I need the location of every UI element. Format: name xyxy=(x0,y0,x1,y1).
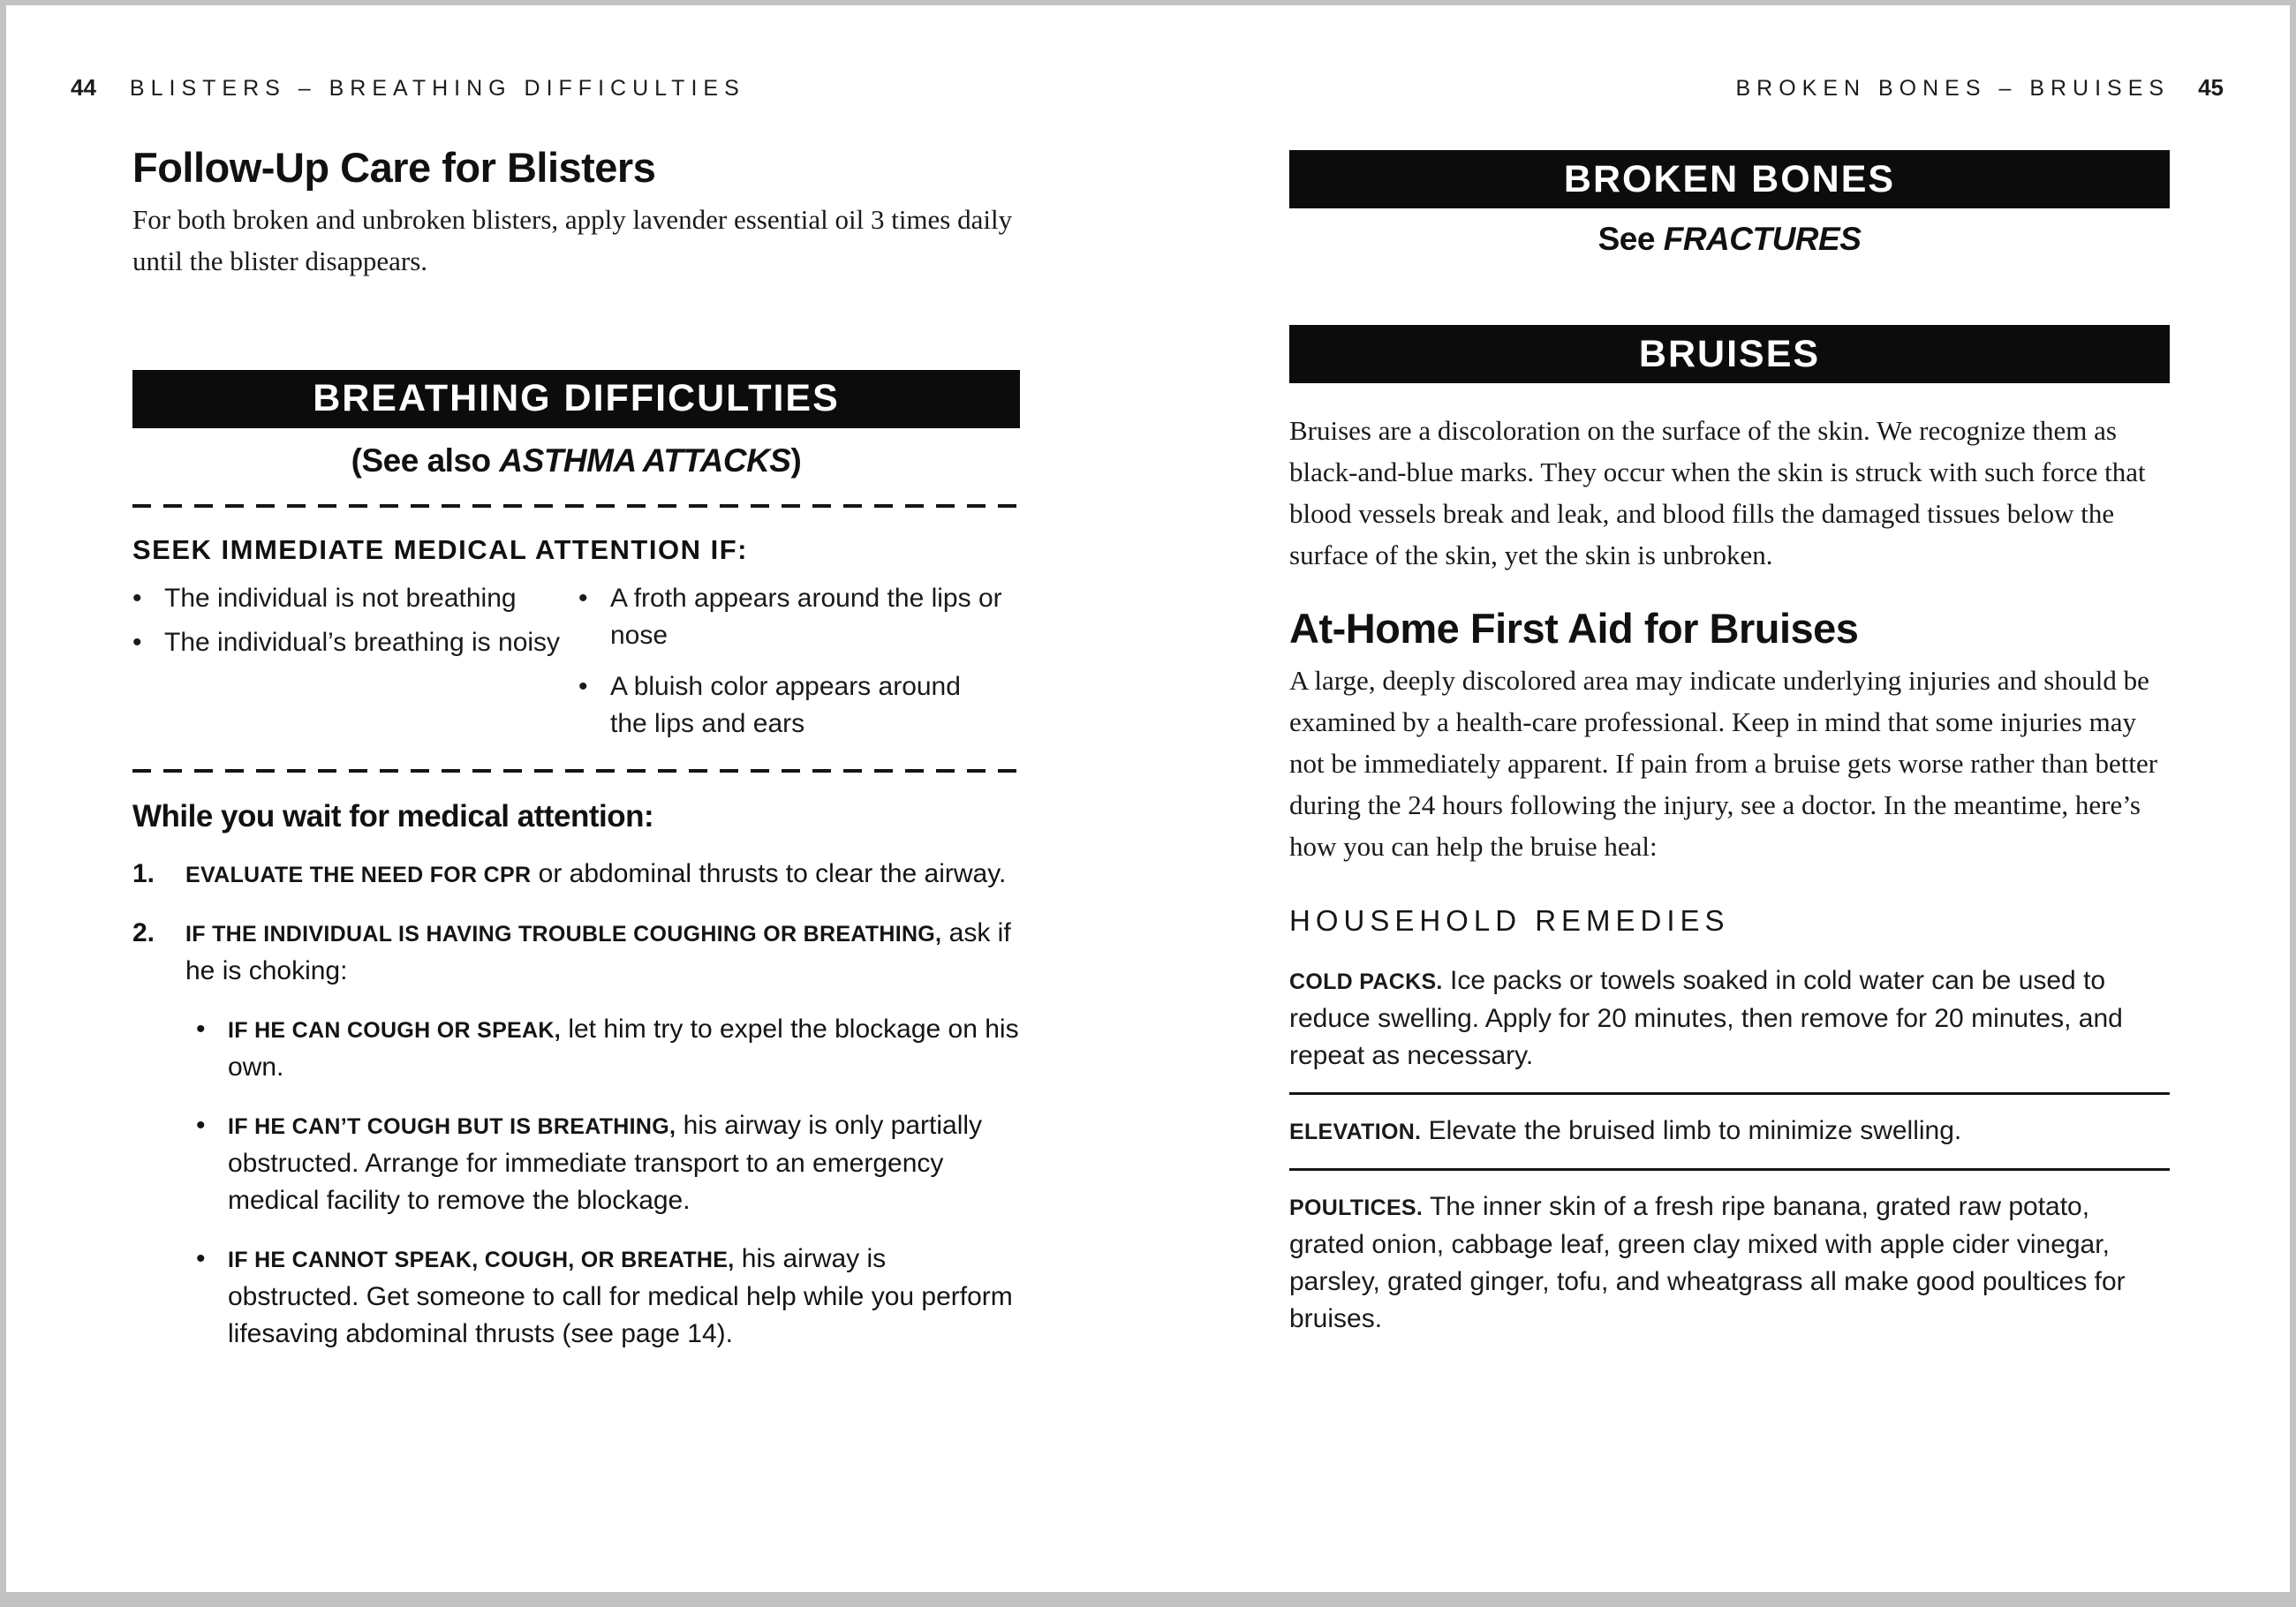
bullet-text: The individual is not breathing xyxy=(164,583,517,613)
bruises-title: BRUISES xyxy=(1638,332,1821,375)
substep-lead: IF HE CAN’T COUGH BUT IS BREATHING, xyxy=(228,1113,676,1139)
remedy-poultices xyxy=(1289,1188,2170,1338)
running-head-left-title: BLISTERS – BREATHING DIFFICULTIES xyxy=(129,76,745,101)
symptom-bullets-col2 xyxy=(578,580,1020,750)
list-item xyxy=(196,1107,1020,1219)
bullet-text: The individual’s breathing is noisy xyxy=(164,627,561,657)
running-head-right xyxy=(1735,74,2224,102)
page-number-right: 45 xyxy=(2198,74,2224,101)
step-lead: EVALUATE THE NEED FOR CPR xyxy=(185,862,532,887)
list-item xyxy=(196,1241,1020,1353)
broken-bones-title: BROKEN BONES xyxy=(1563,157,1896,200)
see-also-prefix: (See also xyxy=(351,441,500,479)
bullet-icon: • xyxy=(578,583,588,613)
bruises-bar xyxy=(1289,325,2170,383)
bullet-icon: • xyxy=(132,627,142,657)
breathing-difficulties-title: BREATHING DIFFICULTIES xyxy=(313,377,840,420)
left-page-column xyxy=(132,145,1020,1353)
bruises-intro: Bruises are a discoloration on the surface of the skin. We recognize them as black-and-blue marks. They occur when the skin is struck with such force that blood vessels break and leak, and blood fills the damaged tissues below the surface of the skin, yet the skin is unbroken. xyxy=(1289,415,2146,570)
substep-text xyxy=(228,1241,1020,1353)
step-number: 2. xyxy=(132,917,155,947)
while-you-wait-heading: While you wait for medical attention: xyxy=(132,798,654,834)
at-home-heading: At-Home First Aid for Bruises xyxy=(1289,605,1859,652)
remedy-divider xyxy=(1289,1168,2170,1171)
breathing-difficulties-bar xyxy=(132,370,1020,428)
bullet-text: A froth appears around the lips or nose xyxy=(610,583,1002,650)
bullet-icon: • xyxy=(196,1014,206,1044)
remedy-text: The inner skin of a fresh ripe banana, grated raw potato, grated onion, cabbage leaf, green clay mixed with apple cider vinegar, parsley, grated ginger, tofu, and wheatgrass all make good poultices for bruises. xyxy=(1289,1191,2126,1333)
dashed-rule-bottom xyxy=(132,769,1020,773)
remedy-term: POULTICES. xyxy=(1289,1195,1424,1220)
list-item xyxy=(578,580,1020,654)
running-head-right-title: BROKEN BONES – BRUISES xyxy=(1735,76,2171,101)
remedy-text: Elevate the bruised limb to minimize swelling. xyxy=(1421,1115,1962,1145)
substep-rest: his airway is obstructed. Get someone to call for medical help while you perform lifesaving abdominal thrusts (see page 14). xyxy=(228,1243,1013,1348)
page-number-left: 44 xyxy=(71,74,96,101)
step-number: 1. xyxy=(132,858,155,888)
see-term: FRACTURES xyxy=(1663,221,1862,257)
bullet-icon: • xyxy=(132,583,142,613)
remedy-text: Ice packs or towels soaked in cold water can be used to reduce swelling. Apply for 20 minutes, then remove for 20 minutes, and repeat as necessary. xyxy=(1289,965,2123,1070)
substep-text xyxy=(228,1011,1020,1086)
right-page-column xyxy=(1289,145,2170,1338)
step-text xyxy=(185,856,1006,894)
see-also-suffix: ) xyxy=(790,441,802,479)
step-lead: IF THE INDIVIDUAL IS HAVING TROUBLE COUGHING OR BREATHING, xyxy=(185,921,942,947)
list-item xyxy=(578,668,1020,743)
see-also-term: ASTHMA ATTACKS xyxy=(499,441,791,479)
seek-attention-heading: SEEK IMMEDIATE MEDICAL ATTENTION IF: xyxy=(132,533,748,565)
substep-lead: IF HE CANNOT SPEAK, COUGH, OR BREATHE, xyxy=(228,1247,735,1272)
followup-heading: Follow-Up Care for Blisters xyxy=(132,144,656,191)
remedy-divider xyxy=(1289,1092,2170,1095)
substep-rest: his airway is only partially obstructed. Arrange for immediate transport to an emergency medical facility to remove the blockage. xyxy=(228,1110,983,1215)
symptom-bullets-col1 xyxy=(132,580,578,750)
list-item xyxy=(132,624,578,661)
remedy-term: ELEVATION. xyxy=(1289,1119,1422,1144)
running-head-left xyxy=(71,74,745,102)
followup-body: For both broken and unbroken blisters, apply lavender essential oil 3 times daily until the blister disappears. xyxy=(132,203,1013,276)
list-item xyxy=(132,580,578,617)
bullet-icon: • xyxy=(578,671,588,701)
remedy-term: COLD PACKS. xyxy=(1289,969,1443,994)
bullet-text: A bluish color appears around the lips and ears xyxy=(610,671,961,738)
choking-substeps xyxy=(196,1011,1020,1353)
step-rest: or abdominal thrusts to clear the airway. xyxy=(531,858,1007,888)
book-spread xyxy=(6,5,2290,1592)
substep-lead: IF HE CAN COUGH OR SPEAK, xyxy=(228,1017,561,1043)
see-also-line xyxy=(132,442,1020,479)
substep-rest: let him try to expel the blockage on his own. xyxy=(228,1014,1019,1082)
remedy-elevation xyxy=(1289,1113,2170,1151)
at-home-body: A large, deeply discolored area may indicate underlying injuries and should be examined by a health-care professional. Keep in mind that some injuries may not be immediately apparent. If pain from a bruise gets worse rather than better during the 24 hours following the injury, see a doctor. In the meantime, here’s how you can help the bruise heal: xyxy=(1289,664,2158,862)
step-rest: ask if he is choking: xyxy=(185,917,1011,985)
see-prefix: See xyxy=(1597,221,1664,257)
symptom-bullets xyxy=(132,580,1020,750)
numbered-step xyxy=(132,856,1020,894)
broken-bones-bar xyxy=(1289,150,2170,208)
step-text xyxy=(185,915,1020,990)
numbered-step xyxy=(132,915,1020,990)
household-remedies-heading: HOUSEHOLD REMEDIES xyxy=(1289,903,1730,937)
see-fractures-line xyxy=(1289,221,2170,258)
list-item xyxy=(196,1011,1020,1086)
bullet-icon: • xyxy=(196,1243,206,1273)
substep-text xyxy=(228,1107,1020,1219)
remedy-cold-packs xyxy=(1289,962,2170,1075)
bullet-icon: • xyxy=(196,1110,206,1140)
dashed-rule-top xyxy=(132,504,1020,508)
